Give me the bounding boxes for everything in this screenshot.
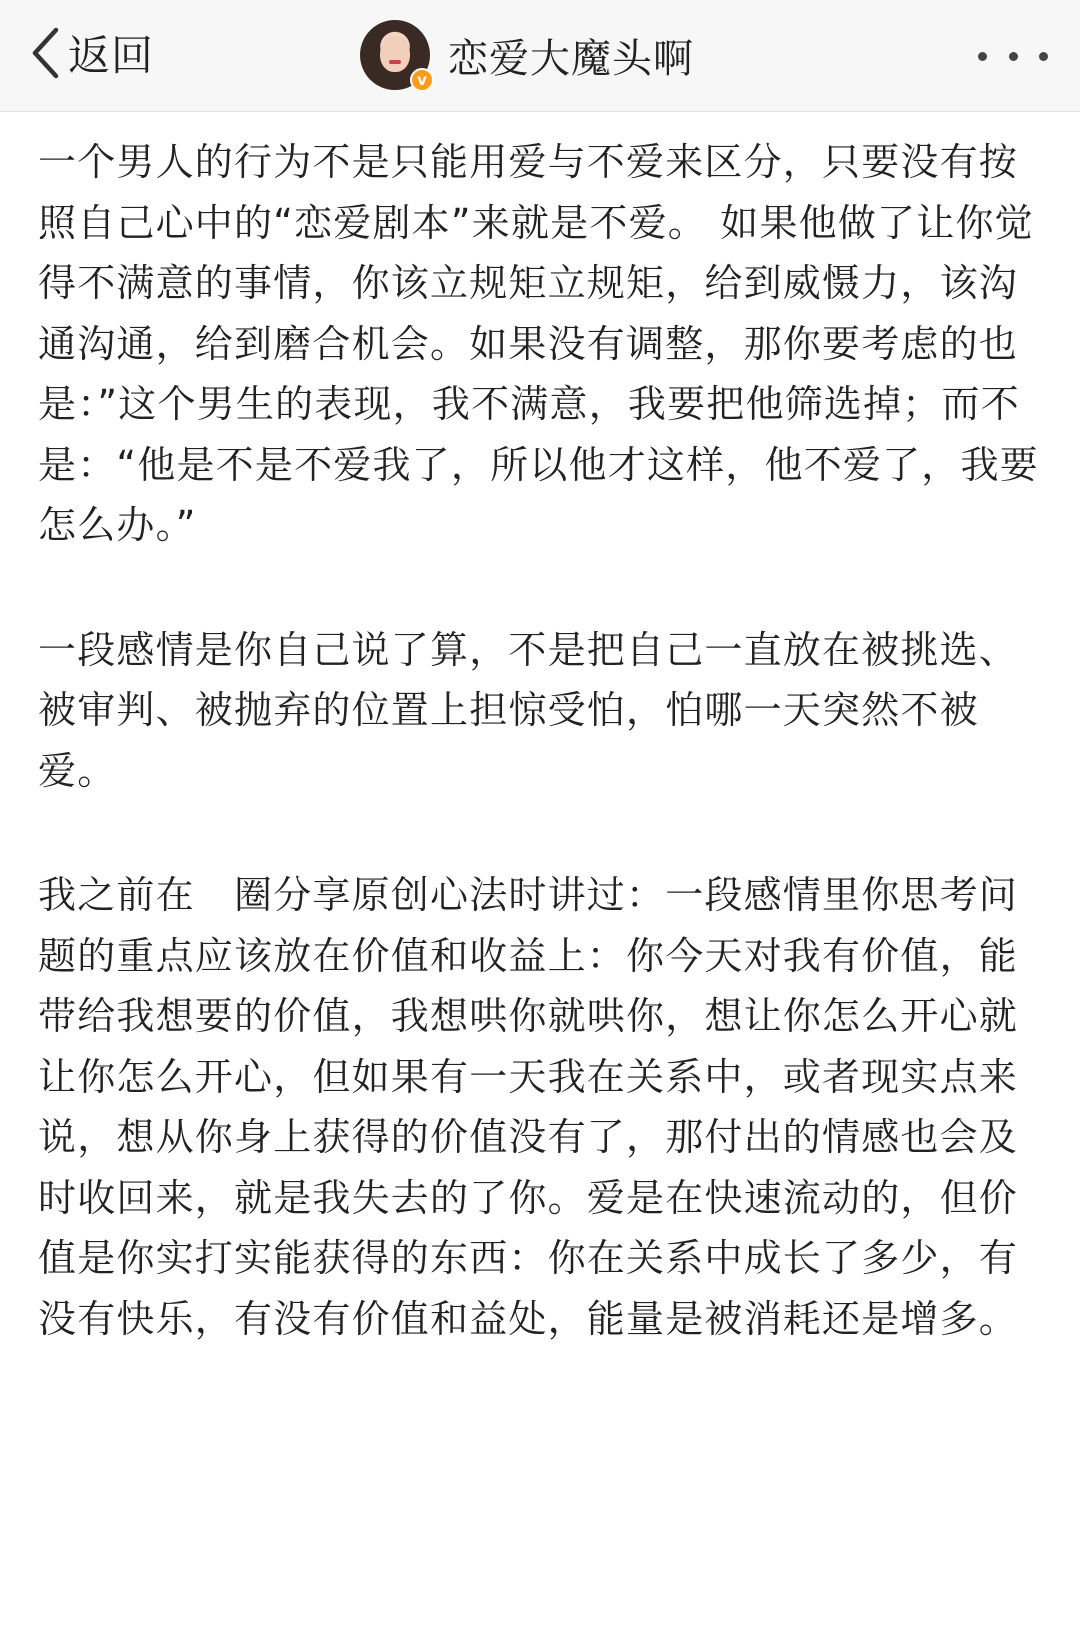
article-paragraph: 我之前在 圈分享原创心法时讲过：一段感情里你思考问题的重点应该放在价值和收益上：你今天对我有价值，能带给我想要的价值，我想哄你就哄你，想让你怎么开心就让你怎么开心，但如果有一天我在关系中，或者现实点来说，想从你身上获得的价值没有了，那付出的情感也会及时收回来，就是我失去的了你。爱是在快速流动的，但价值是你实打实能获得的东西：你在关系中成长了多少，有没有快乐，有没有价值和益处，能量是被消耗还是增多。 (38, 873, 1019, 1341)
profile-header[interactable] (360, 14, 694, 96)
more-dots-icon (978, 52, 987, 61)
article-body (38, 132, 1048, 1413)
avatar[interactable] (360, 20, 430, 90)
article-paragraph: 一段感情是你自己说了算，不是把自己一直放在被挑选、被审判、被抛弃的位置上担惊受怕，怕哪一天突然不被爱。 (38, 627, 1019, 793)
article-paragraph: 一个男人的行为不是只能用爱与不爱来区分，只要没有按照自己心中的“恋爱剧本”来就是不爱。 如果他做了让你觉得不满意的事情，你该立规矩立规矩，给到威慑力，该沟通沟通，给到磨合机会。如果没有调整，那你要考虑的也是：”这个男生的表现，我不满意，我要把他筛选掉；而不是：“他是不是不爱我了，所以他才这样，他不爱了，我要怎么办。” (38, 140, 1039, 547)
more-options-button[interactable] (978, 36, 1048, 76)
back-button[interactable] (30, 20, 154, 86)
chevron-left-icon (30, 27, 60, 79)
back-label: 返回 (68, 31, 155, 80)
top-navigation-bar (0, 0, 1080, 112)
username[interactable]: 恋爱大魔头啊 (448, 35, 694, 82)
verified-badge-icon: v (410, 68, 434, 92)
